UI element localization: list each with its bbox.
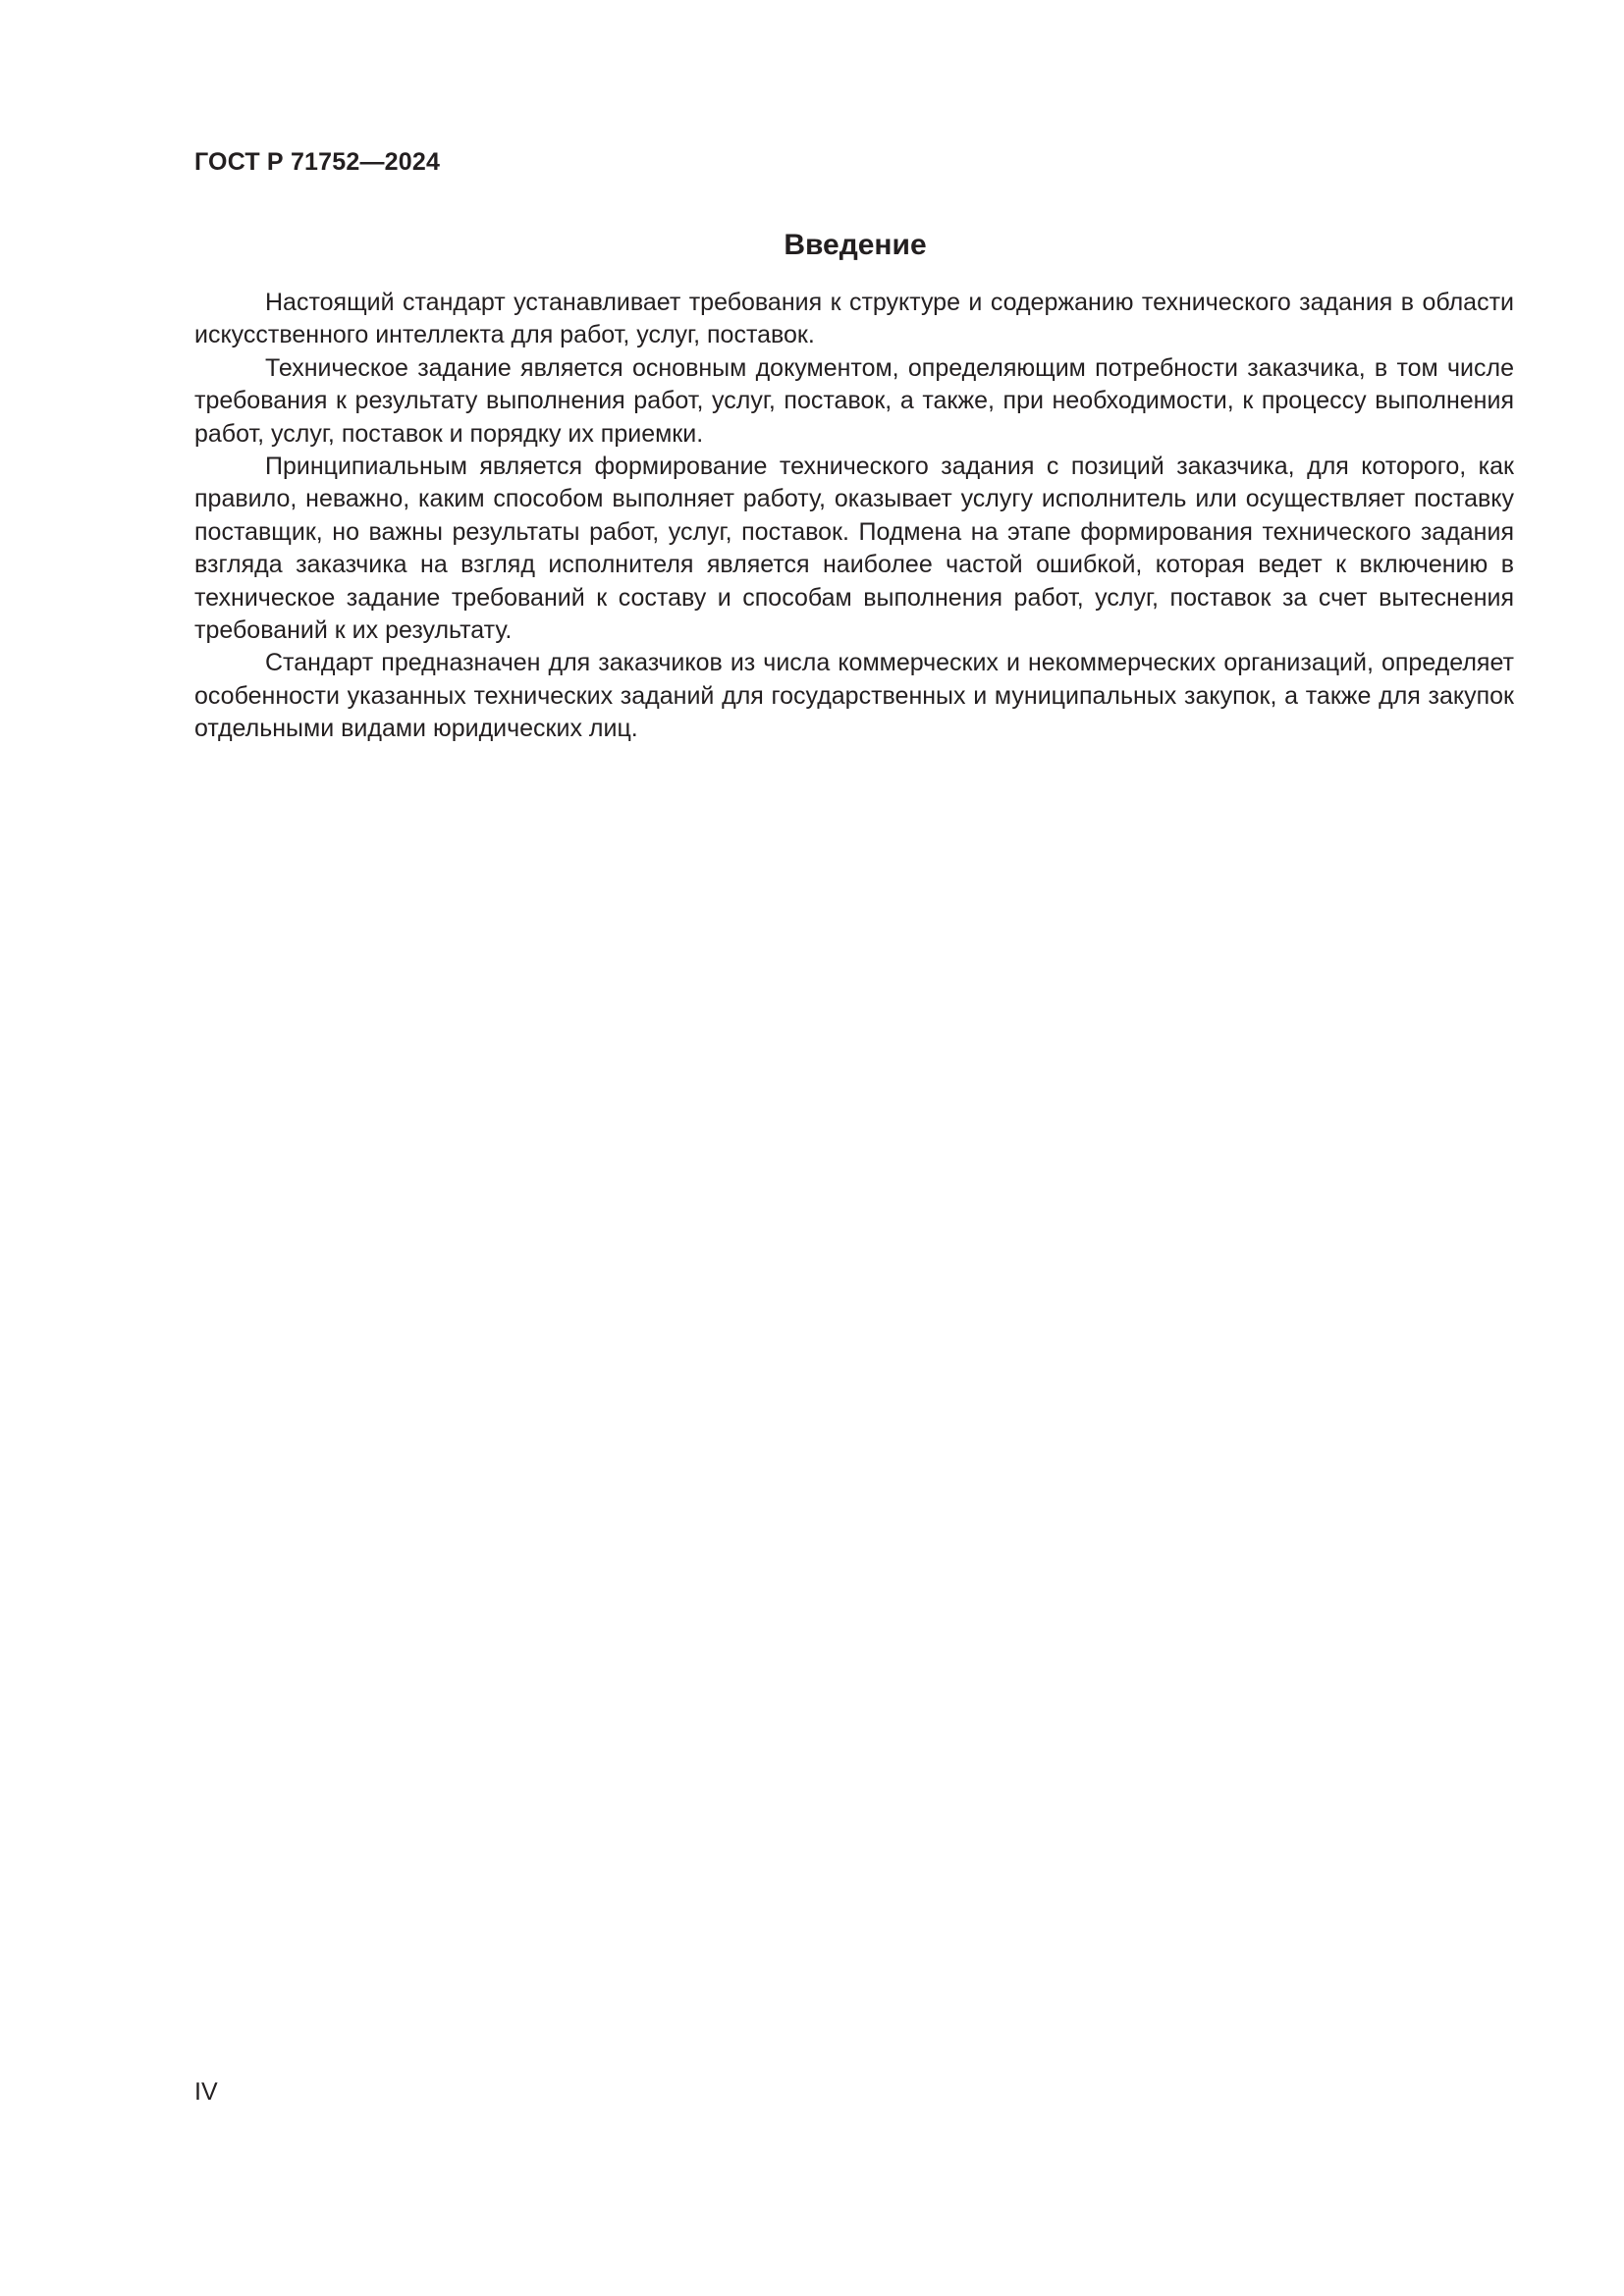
page-number: IV <box>194 2078 218 2106</box>
paragraph: Техническое задание является основным документом, определяющим потребности заказчика, в том числе требования к результату выполнения работ, услуг, поставок, а также, при необходимости, к процессу выполнения работ, услуг, поставок и порядку их приемки. <box>194 353 1514 448</box>
paragraph: Принципиальным является формирование технического задания с позиций заказчика, для которого, как правило, неважно, каким способом выполняет работу, оказывает услугу исполнитель или осуществляет поставку поставщик, но важны результаты работ, услуг, поставок. Подмена на этапе формирования технического задания взгляда заказчика на взгляд исполнителя является наиболее частой ошибкой, которая ведет к включению в техническое задание требований к составу и способам выполнения работ, услуг, поставок за счет вытеснения требований к их результату. <box>194 453 1514 645</box>
standard-code-header: ГОСТ Р 71752—2024 <box>194 148 441 176</box>
paragraph: Настоящий стандарт устанавливает требования к структуре и содержанию технического задания в области искусственного интеллекта для работ, услуг, поставок. <box>194 289 1514 349</box>
section-title: Введение <box>784 229 927 261</box>
introduction-body <box>194 287 1514 746</box>
paragraph: Стандарт предназначен для заказчиков из числа коммерческих и некоммерческих организаций, определяет особенности указанных технических заданий для государственных и муниципальных закупок, а также для закупок отдельными видами юридических лиц. <box>194 649 1514 743</box>
